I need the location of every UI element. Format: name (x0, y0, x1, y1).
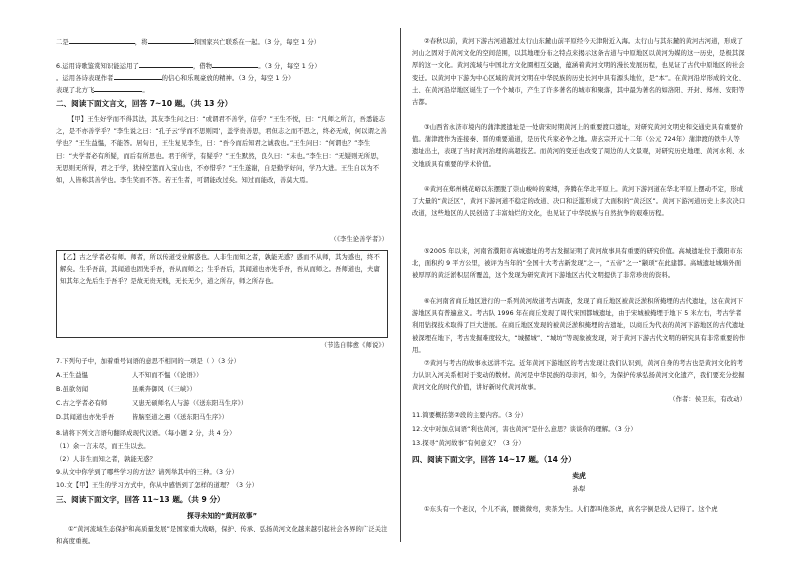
option-left: B.虽欲勿闻 (56, 386, 89, 393)
q6-text: 6.运用诗歌鉴赏知识能运用了 (56, 63, 139, 70)
q6-text: 。运用各诗表现作者 (56, 75, 114, 82)
article-paragraph-7: ⑦黄河与考古的故事永远讲不完。近年黄河下游地区的考古发现让我们认识到，黄河自身的考古也是黄河文化的考力认识入河关系相对于变动的数材。黄河是中华民族的母亲河，如今，为保护传承弘扬黄河文化遗产，我们要充分挖掘黄河文化的时代价值，讲好新时代黄河故事。 (412, 360, 745, 392)
story-author: 孙犁 (572, 486, 586, 493)
q6-text: 。 (142, 87, 149, 94)
answer-blank[interactable] (114, 72, 162, 80)
article-paragraph-1: ①“黄河流域生态保护和高质量发展”是国家重大战略，保护、传承、弘扬黄河文化越来越引起社会各界的广泛关注和高度重视。 (56, 526, 388, 546)
question-8-stem: 8.请将下列文言语句翻译成现代汉语。（每小题 2 分，共 4 分） (56, 430, 236, 437)
question-8-sentence-2: （2）人非生而知之者，孰能无惑？ (56, 456, 157, 463)
option-right: 皆脑至道之遇（《送东阳马生序》） (132, 414, 229, 421)
question-10: 10.文【甲】王生的学习方式中，你从中感悟到了怎样的道理？（3 分） (56, 482, 259, 489)
option-right: 人不知而不愠（《论语》） (132, 372, 203, 379)
passage-jia: 【甲】王生好学而不得其法，其友李生问之曰：“或谓君不善学，信乎？”王生不悦，曰：“凡师之所言，吾悉能志之，是不亦善学乎？”李生说之曰：“孔子云‘学而不思则罔’，盖学贵善思，君但志之而不思之，终必无成，何以谓之善学也？”王生益愠，不能答。居旬日，王生复见李生，曰：“吾今而后知君之诚我也。”王生问曰：“何谓也？”李生曰：“夫学者必有所疑，而后有所思也。君于所学，有疑乎？”王生默然，良久曰：“未也。”李生曰：“无疑则无所思，无思则无所得，君之于学，犹持空篮而入宝山也，不亦惜乎？”王生遂谢，自是勤学好问，学乃大进。王生自以为不如，人皆称其善学也。李生笑而不答。若王生者，可谓能改过矣。知过而能改，善莫大焉。 (56, 116, 387, 185)
column-divider (400, 28, 401, 542)
q7-option-a[interactable] (56, 370, 388, 382)
question-11: 11.简要概括第②段的主要内容。（3 分） (412, 412, 528, 419)
story-paragraph-1: ①东头有一个老汉，个儿不高，腰微微弯，卖茶为生。人们都叫他茶虎，真名字倒是没人记得了。这个虎 (424, 506, 718, 513)
article-paragraph-5: ⑤2005 年以来，河南省濮阳市高城遗址的考古发掘证明了黄河故事具有重要的研究价值。高城遗址位于濮阳市东北，面积约 9 平方公里，被评为当年的“全国十大考古新发现”之一，“五帝”之一“颛顼”在此建都。高城遗址城墙外面被厚厚的黄泛淤积层所覆盖，这个发现为研究黄河下游地区古代文明提供了非常珍贵的资料。 (412, 248, 743, 280)
question-9: 9.从文中你学到了哪些学习的方法？请列举其中的三种。（3 分） (56, 469, 238, 476)
story-title: 卖虎 (572, 472, 586, 480)
option-right: 虽乘奔御风（《三峡》） (132, 386, 197, 393)
left-column (56, 0, 388, 562)
section-2-heading: 二、阅读下面文言文，回答 7~10 题。（共 13 分） (56, 99, 233, 108)
option-right: 又患无硕师名人与游（《送东阳马生序》） (132, 400, 248, 407)
q6-text: 。（3 分，每空 1 分） (258, 63, 321, 70)
answer-blank[interactable] (148, 36, 194, 44)
article-paragraph-4: ④黄河在郑州桃花峪以东摆脱了崇山峻岭的束缚，奔腾在华北平原上。黄河下游河道在华北平原上摆动不定，形成了大量的“黄泛区”，黄河下游河道不稳定的改道、决口和泛滥形成了大面积的“黄泛区”。黄河下游河道历史上多次决口改道，这些地区的人民创造了丰富灿烂的文化，也见证了中华民族与自然抗争的艰难历程。 (412, 186, 746, 218)
question-6-line-3 (56, 84, 388, 97)
q6-text: ，借物 (192, 63, 213, 70)
q6-text: 的信心和乐观豪放的精神。（3 分，每空 1 分） (161, 75, 295, 82)
q7-option-b[interactable] (56, 384, 388, 396)
answer-blank[interactable] (139, 60, 193, 68)
passage-jia-source: （《李生论善学者》） (330, 236, 388, 243)
question-7-stem: 7.下列句子中，加着重号词语的意思不相同的一项是（ ）（3 分） (56, 358, 241, 365)
passage-yi: 【乙】古之学者必有师。师者，所以传道受业解惑也。人非生而知之者，孰能无惑？惑而不从师，其为惑也，终不解矣。生乎吾前，其闻道也固先乎吾，吾从而师之；生乎吾后，其闻道也亦先乎吾，吾从而师之。吾师道也，夫庸知其年之先后生于吾乎？是故无贵无贱，无长无少，道之所存，师之所存也。 (56, 250, 388, 338)
question-12: 12.文中对加点词语“利也黄河，害也黄河”是什么意思？谈谈你的理解。（3 分） (412, 426, 637, 433)
section-4-heading: 四、阅读下面文字，回答 14~17 题。（14 分） (412, 455, 576, 464)
answer-blank[interactable] (69, 36, 135, 44)
question-13: 13.探寻“黄河故事”有何意义？（3 分） (412, 440, 525, 447)
q6-text: 表现了北方飞 (56, 87, 95, 94)
right-column (412, 0, 746, 562)
q7-option-d[interactable] (56, 412, 388, 424)
question-8-sentence-1: （1）余一言未尽，而王生以去。 (56, 443, 150, 450)
q5-score: （3 分，每空 1 分） (263, 39, 321, 46)
answer-blank[interactable] (212, 60, 258, 68)
passage-yi-source: （节选自韩愈《师说》） (320, 342, 388, 349)
q5-post: 和国家兴亡联系在一起。 (193, 39, 264, 46)
option-left: A.王生益愠 (56, 372, 88, 379)
article-author: （作者：侯卫东，有改动） (669, 396, 746, 403)
section-3-heading: 三、阅读下面文字，回答 11~13 题。（共 9 分） (56, 495, 225, 504)
question-5-line (56, 36, 388, 49)
option-left: D.其闻道也亦先乎吾 (56, 414, 115, 421)
article-paragraph-3: ③山西省永济市境内的蒲津渡遗址是一处唐宋时期黄河上的重要渡口遗址，对研究黄河文明史和交通史具有重要价值。蒲津渡作为连接秦、晋的重要通道，是历代兵家必争之地。唐玄宗开元十二年（公元 724年）蒲津渡的铁牛人等遗址出土，表现了当时黄河治理的高超技艺。而黄河的变迁也改变了周边的人文景观，对研究历史地理、黄河水利、水文地质具有重要的学术价值。 (412, 124, 745, 168)
q5-pre: 二是 (56, 39, 69, 46)
answer-blank[interactable] (94, 84, 142, 92)
q7-option-c[interactable] (56, 398, 388, 410)
article-paragraph-6: ⑥在河南省商丘地区进行的一系列黄河故道考古调查，发现了商丘地区被黄泛淤积所掩埋的古代遗址，这在黄河下游地区具有普遍意义。考古队 1996 年在商丘发现了周代宋国都城遗址，由于宋城被掩埋于地下 5 米左右，考古学者利用钻探技术取得了巨大进展。在商丘地区发现的被黄泛淤积掩埋的古遗址，以商丘为代表的黄河下游地区的古代遗址被深埋在地下，考古发掘难度较大，“城摞城”、“城坊”等现象被发现，对于黄河下游古代文明的研究具有非常重要的作用。 (412, 298, 746, 354)
q5-mid: ，将 (134, 39, 148, 46)
article-title: 探寻未知的“黄河故事” (186, 512, 258, 520)
option-left: C.古之学者必有师 (56, 400, 108, 407)
article-paragraph-2: ②春秋以前，黄河下游古河道越过太行山东麓山前平原经今天津附近入海。太行山与其东麓的黄河古河道，形成了河山之固对于黄河文化的空间范围，以其地理分布之特点来揭示这条古道与中原地区以黄河为媒的这一历史，是极其深厚的这一文化。黄河流域与中国北方文化圈相互交融，蕴涵着黄河文明的漫长发展历程，也见证了古代中原地区的社会变迁。以黄河中下游为中心区域的黄河文明在中华民族的历史长河中具有源头地位，是“本”。在黄河沿岸形成的文化、土、在黄河沿岸地区诞生了一个个城市，产生了许多著名的城市和聚落，其中最为著名的如洛阳、开封、郑州、安阳等古都。 (412, 38, 745, 107)
